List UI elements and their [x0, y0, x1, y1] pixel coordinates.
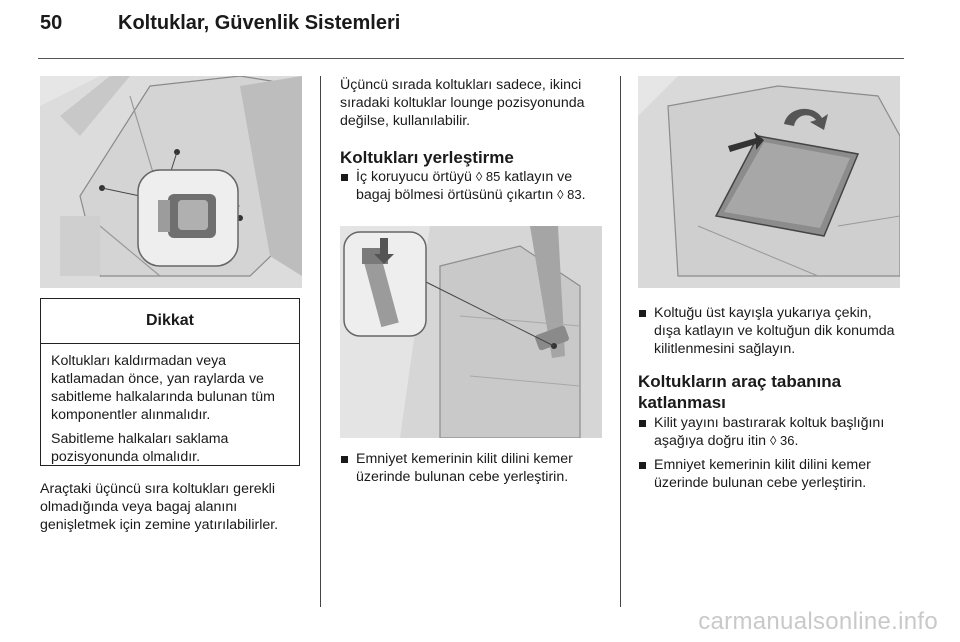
- bullet-item: [638, 414, 902, 450]
- caution-note-box: [40, 298, 300, 466]
- bullet-text: Kilit yayını bastırarak koltuk başlığını aşağıya doğru itin: [654, 415, 885, 449]
- caution-note-paragraph: Koltukları kaldırmadan veya katlamadan önce, yan raylarda ve sabitleme halkalarında bulunan tüm komponentler alınmalıdır.: [51, 353, 275, 423]
- bullet-text: .: [794, 433, 799, 449]
- bullet-marker: [341, 174, 348, 181]
- bullet-text: katlayın ve bagaj bölmesi örtüsünü çıkartın: [356, 169, 573, 203]
- caution-note-title: Dikkat: [41, 299, 299, 344]
- bullet-item: [638, 456, 902, 492]
- bullet-text: .: [581, 187, 586, 203]
- section-heading: Koltukları yerleştirme: [340, 148, 514, 167]
- caution-note-paragraph: Sabitleme halkaları saklama pozisyonunda olmalıdır.: [51, 431, 229, 465]
- bullet-marker: [639, 462, 646, 469]
- page-header-title: Koltuklar, Güvenlik Sistemleri: [118, 12, 401, 34]
- figure-cargo-anchor-ring: [40, 76, 302, 288]
- cross-reference: ◊ 83: [557, 187, 582, 202]
- bullet-item: [340, 168, 608, 204]
- column-divider-left: [320, 76, 321, 607]
- bullet-item: [638, 304, 902, 358]
- watermark: carmanualsonline.info: [698, 608, 938, 635]
- figure-seat-belt-pocket: [340, 226, 602, 438]
- body-paragraph: Araçtaki üçüncü sıra koltukları gerekli olmadığında veya bagaj alanını genişletmek için zemine yatırılabilirler.: [40, 481, 279, 533]
- page-number: 50: [40, 12, 63, 34]
- bullet-marker: [639, 310, 646, 317]
- figure-seat-fold-up: [638, 76, 900, 288]
- header-rule: [38, 58, 904, 59]
- bullet-text: İç koruyucu örtüyü: [356, 169, 476, 185]
- bullet-text: Koltuğu üst kayışla yukarıya çekin, dışa katlayın ve koltuğun dik konumda kilitlenmesini sağlayın.: [654, 305, 895, 357]
- section-heading: Koltukların araç tabanına katlanması: [638, 372, 842, 412]
- caution-note-body: [41, 344, 299, 466]
- intro-paragraph: Üçüncü sırada koltukları sadece, ikinci sıradaki koltuklar lounge pozisyonunda değilse, kullanılabilir.: [340, 77, 585, 129]
- bullet-marker: [341, 456, 348, 463]
- bullet-item: [340, 450, 608, 486]
- cross-reference: ◊ 85: [475, 169, 501, 184]
- bullet-text: Emniyet kemerinin kilit dilini kemer üzerinde bulunan cebe yerleştirin.: [356, 451, 573, 485]
- bullet-marker: [639, 420, 646, 427]
- cross-reference: ◊ 36: [769, 433, 795, 448]
- column-divider-right: [620, 76, 621, 607]
- bullet-text: Emniyet kemerinin kilit dilini kemer üzerinde bulunan cebe yerleştirin.: [654, 457, 871, 491]
